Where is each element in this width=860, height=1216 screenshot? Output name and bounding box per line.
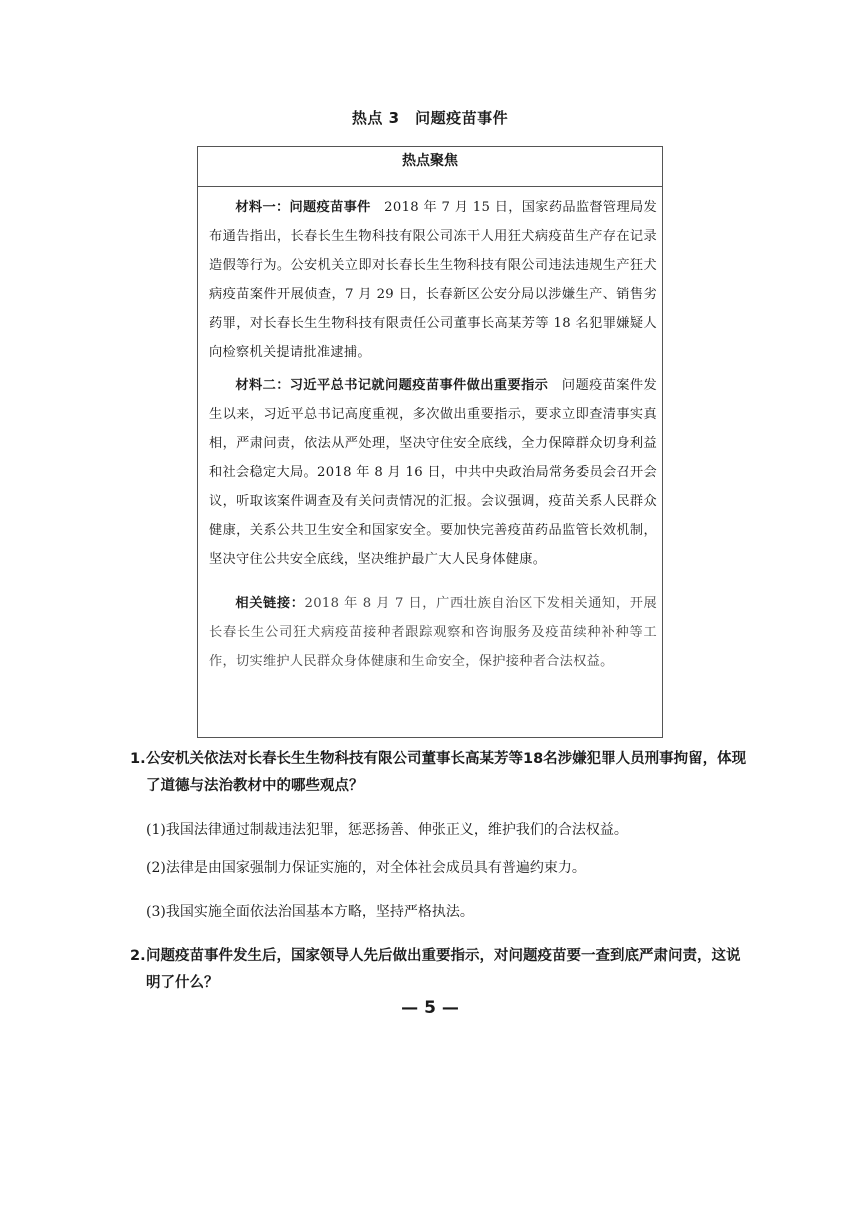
question-1 bbox=[130, 746, 750, 800]
material-one-text: 2018 年 7 月 15 日，国家药品监督管理局发布通告指出，长春长生生物科技有限公司冻干人用狂犬病疫苗生产存在记录造假等行为。公安机关立即对长春长生生物科技有限公司违法违规生产狂犬病疫苗案件开展侦查，7 月 29 日，长春新区公安分局以涉嫌生产、销售劣药罪，对长春长生生物科技有限责任公司董事长高某芳等 18 名犯罪嫌疑人向检察机关提请批准逮捕。 bbox=[209, 200, 657, 360]
hot-topic-box bbox=[197, 146, 663, 738]
material-one-lead: 材料一：问题疫苗事件 bbox=[235, 200, 371, 215]
related-link-text: 2018 年 8 月 7 日，广西壮族自治区下发相关通知，开展长春长生公司狂犬病疫苗接种者跟踪观察和咨询服务及疫苗续种补种等工作，切实维护人民群众身体健康和生命安全，保护接种者合法权益。 bbox=[209, 596, 658, 669]
page-number: — 5 — bbox=[401, 998, 459, 1018]
question-2-text: 问题疫苗事件发生后，国家领导人先后做出重要指示，对问题疫苗要一查到底严肃问责，这说明了什么？ bbox=[146, 948, 741, 991]
material-two-text: 问题疫苗案件发生以来，习近平总书记高度重视，多次做出重要指示，要求立即查清事实真相，严肃问责，依法从严处理，坚决守住安全底线，全力保障群众切身利益和社会稳定大局。2018 年 8 月 16 日，中共中央政治局常务委员会召开会议，听取该案件调查及有关问责情况的汇报。会议强调，疫苗关系人民群众健康，关系公共卫生安全和国家安全。要加快完善疫苗药品监管长效机制，坚决守住公共安全底线，坚决维护最广大人民身体健康。 bbox=[209, 378, 657, 567]
box-title: 热点聚焦 bbox=[198, 147, 662, 187]
question-1-text: 公安机关依法对长春长生生物科技有限公司董事长高某芳等18名涉嫌犯罪人员刑事拘留，体现了道德与法治教材中的哪些观点？ bbox=[146, 751, 747, 794]
material-two bbox=[209, 371, 657, 574]
related-link-lead: 相关链接： bbox=[235, 596, 305, 611]
answer-1-3: (3)我国实施全面依法治国基本方略，坚持严格执法。 bbox=[146, 904, 474, 920]
answer-1-1: (1)我国法律通过制裁违法犯罪，惩恶扬善、伸张正义，维护我们的合法权益。 bbox=[146, 822, 628, 838]
question-2-number: 2. bbox=[130, 948, 146, 964]
section-heading: 热点 3 问题疫苗事件 bbox=[351, 109, 509, 127]
answer-1-2: (2)法律是由国家强制力保证实施的，对全体社会成员具有普遍约束力。 bbox=[146, 860, 586, 876]
material-one bbox=[209, 193, 657, 367]
question-2 bbox=[130, 943, 750, 997]
question-1-number: 1. bbox=[130, 751, 146, 767]
material-two-lead: 材料二：习近平总书记就问题疫苗事件做出重要指示 bbox=[235, 378, 549, 393]
related-link bbox=[209, 589, 657, 676]
